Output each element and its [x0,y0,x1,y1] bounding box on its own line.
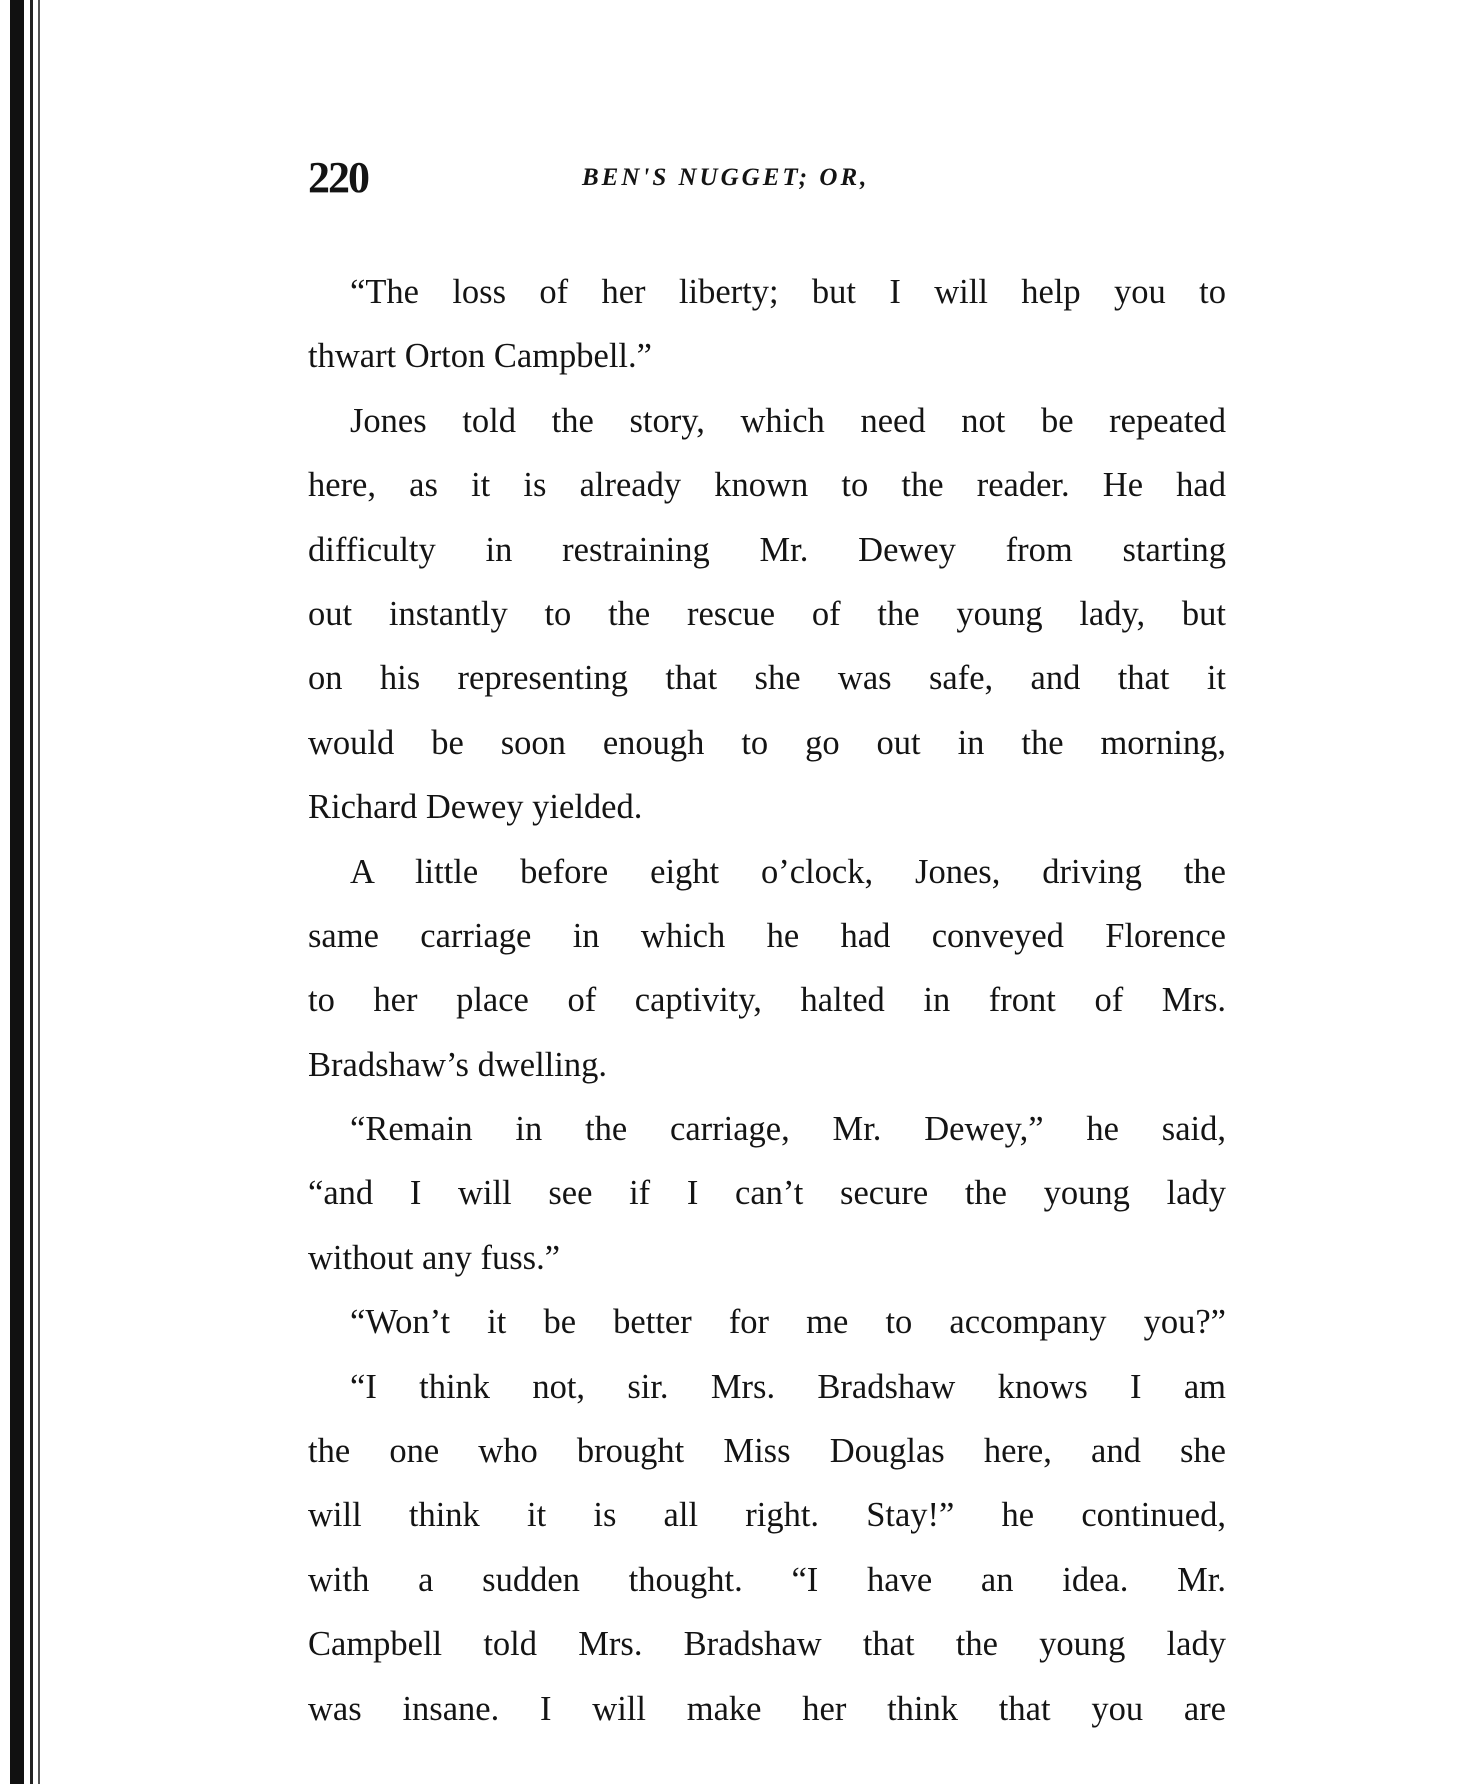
text-line: to her place of captivity, halted in front of Mrs. [308,981,1226,1020]
text-line: A little before eight o’clock, Jones, driving the [350,852,1226,891]
running-title: BEN'S NUGGET; OR, [582,164,870,191]
body-text [308,260,1226,1741]
text-line: “I think not, sir. Mrs. Bradshaw knows I am [350,1367,1226,1406]
text-line: will think it is all right. Stay!” he continued, [308,1496,1226,1535]
text-line: Richard Dewey yielded. [308,788,643,827]
text-line: same carriage in which he had conveyed Florence [308,916,1226,955]
text-line: “and I will see if I can’t secure the young lady [308,1174,1226,1213]
text-line: with a sudden thought. “I have an idea. Mr. [308,1560,1226,1599]
text-line: here, as it is already known to the reader. He had [308,466,1226,505]
text-line: Bradshaw’s dwelling. [308,1045,607,1084]
text-line: “The loss of her liberty; but I will help you to [350,273,1226,311]
text-line: difficulty in restraining Mr. Dewey from starting [308,530,1226,569]
running-head [308,150,1226,206]
text-line: was insane. I will make her think that you are [308,1689,1226,1728]
text-line: Campbell told Mrs. Bradshaw that the young lady [308,1625,1226,1664]
book-binding-edge [10,0,24,1784]
text-line: “Won’t it be better for me to accompany you?” [350,1303,1226,1342]
book-binding-line [38,0,40,1784]
book-page [308,150,1226,1741]
text-line: without any fuss.” [308,1238,561,1277]
text-line: “Remain in the carriage, Mr. Dewey,” he said, [350,1110,1226,1149]
text-line: out instantly to the rescue of the young lady, but [308,594,1226,633]
text-line: on his representing that she was safe, and that it [308,659,1226,698]
text-line: Jones told the story, which need not be repeated [350,401,1226,440]
text-line: would be soon enough to go out in the morning, [308,723,1226,762]
book-binding-line [30,0,33,1784]
text-line: the one who brought Miss Douglas here, and she [308,1432,1226,1471]
text-line: thwart Orton Campbell.” [308,337,652,376]
page-number: 220 [308,153,368,202]
